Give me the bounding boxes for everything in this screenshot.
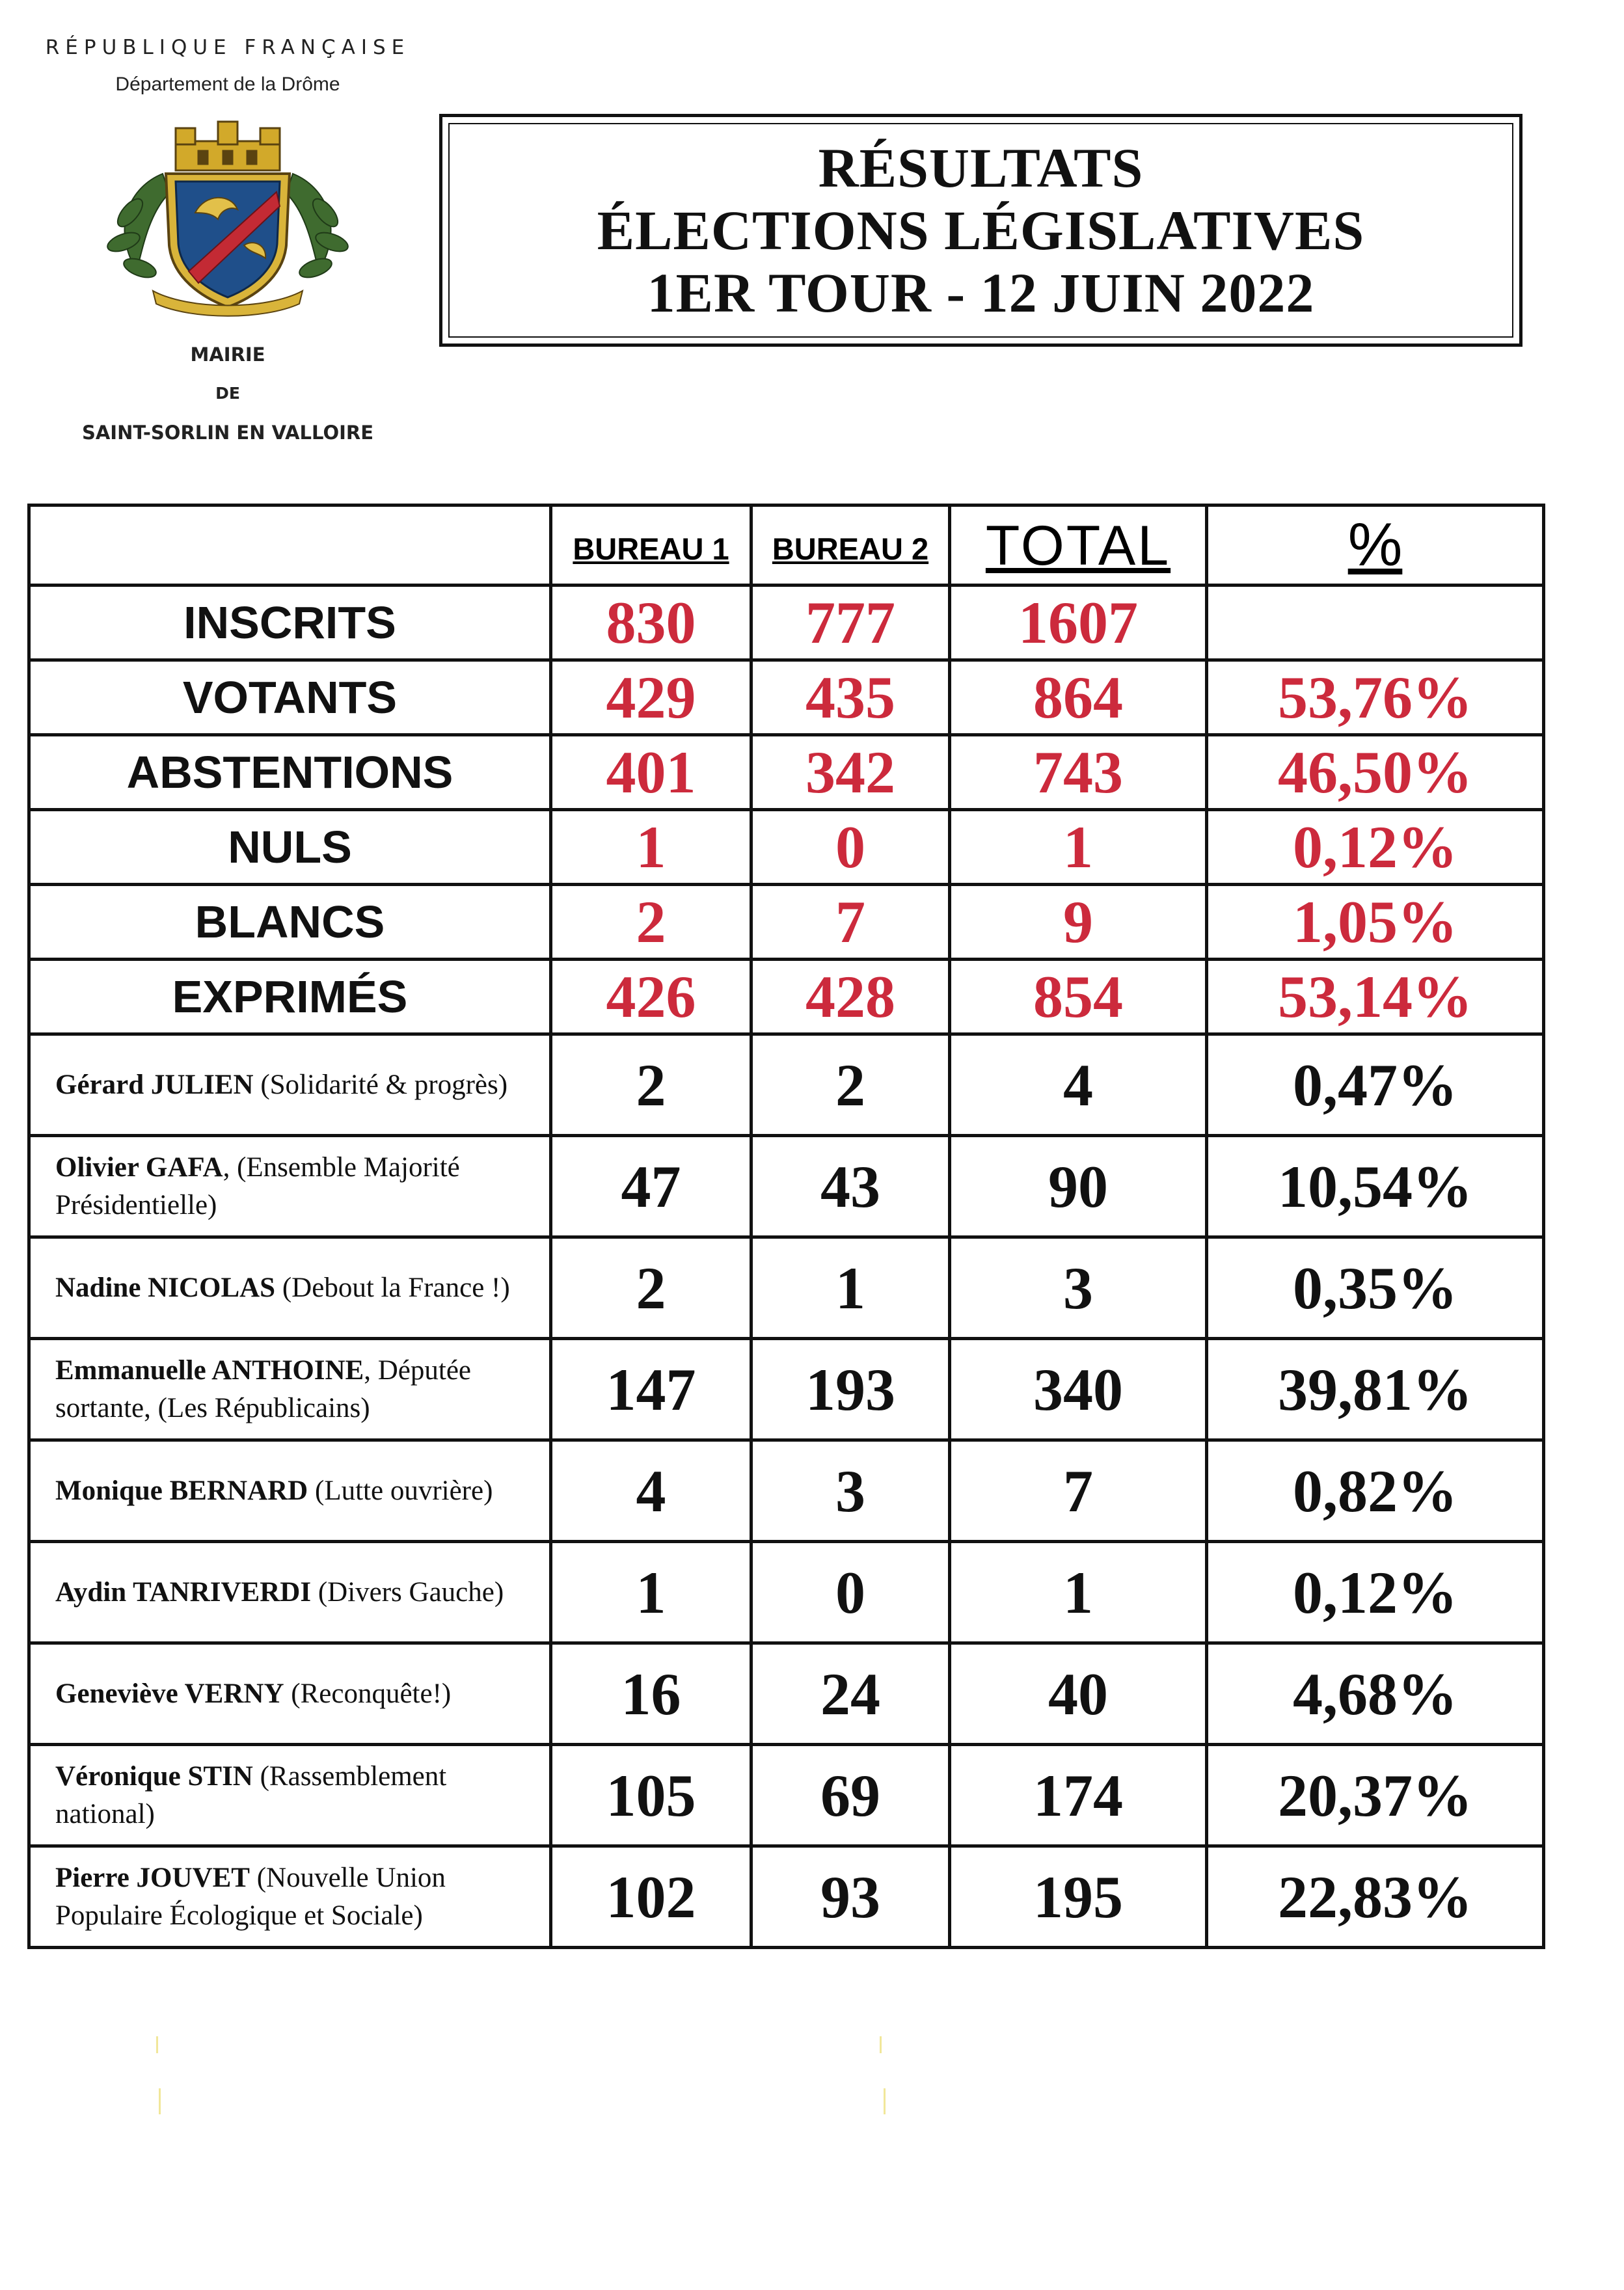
header-total: TOTAL xyxy=(950,505,1207,586)
candidate-row xyxy=(29,1846,1544,1948)
candidate-name: Emmanuelle ANTHOINE xyxy=(55,1354,364,1386)
candidate-affiliation: (Nouvelle Union Populaire Écologique et Sociale) xyxy=(55,1862,446,1931)
bureau1-cell xyxy=(551,1440,751,1542)
bureau2-cell xyxy=(751,1643,950,1745)
bureau1-cell xyxy=(551,1542,751,1643)
candidate-name-cell xyxy=(29,1136,551,1237)
candidate-name-cell xyxy=(29,1237,551,1339)
percent-cell xyxy=(1207,1440,1544,1542)
stat-label-cell-value: INSCRITS xyxy=(183,597,396,648)
bureau2-cell xyxy=(751,1034,950,1136)
total-cell-value: 854 xyxy=(1033,963,1123,1030)
total-cell xyxy=(950,586,1207,660)
percent-cell xyxy=(1207,586,1544,660)
candidate-row xyxy=(29,1440,1544,1542)
mairie-block xyxy=(26,335,429,452)
percent-cell-value: 1,05% xyxy=(1293,889,1457,955)
total-cell xyxy=(950,1136,1207,1237)
total-cell-value: 1607 xyxy=(1018,589,1138,656)
bureau2-cell-value: 435 xyxy=(805,664,895,731)
stat-label-cell xyxy=(29,586,551,660)
percent-cell-value: 22,83% xyxy=(1278,1863,1472,1930)
header-empty-cell xyxy=(29,505,551,586)
bureau2-cell xyxy=(751,810,950,885)
candidate-row xyxy=(29,1237,1544,1339)
mairie-line-3: SAINT-SORLIN EN VALLOIRE xyxy=(81,422,374,444)
percent-cell xyxy=(1207,885,1544,960)
candidate-name-cell xyxy=(29,1440,551,1542)
total-cell xyxy=(950,960,1207,1034)
candidate-name: Monique BERNARD xyxy=(55,1475,308,1506)
percent-cell xyxy=(1207,1643,1544,1745)
title-line-3: 1ER TOUR - 12 JUIN 2022 xyxy=(647,262,1315,324)
stat-row xyxy=(29,735,1544,810)
total-cell xyxy=(950,1542,1207,1643)
bureau2-cell xyxy=(751,586,950,660)
bureau1-cell xyxy=(551,1034,751,1136)
bureau2-cell xyxy=(751,1846,950,1948)
stat-label-cell-value: ABSTENTIONS xyxy=(126,747,453,798)
candidate-row xyxy=(29,1643,1544,1745)
bureau2-cell xyxy=(751,1136,950,1237)
header-percent: % xyxy=(1207,505,1544,586)
mairie-line-2: DE xyxy=(215,384,240,403)
candidate-name: Véronique STIN xyxy=(55,1760,253,1792)
bureau1-cell-value: 1 xyxy=(636,1559,666,1626)
total-cell-value: 7 xyxy=(1063,1457,1093,1524)
percent-cell xyxy=(1207,1542,1544,1643)
scan-mark xyxy=(884,2088,886,2114)
candidate-affiliation: , (Ensemble Majorité Présidentielle) xyxy=(55,1152,460,1220)
stat-row xyxy=(29,810,1544,885)
candidate-affiliation: (Solidarité & progrès) xyxy=(253,1069,508,1100)
mairie-line-1: MAIRIE xyxy=(190,344,265,366)
total-cell xyxy=(950,1745,1207,1846)
percent-cell-value: 0,12% xyxy=(1293,814,1457,880)
bureau2-cell-value: 1 xyxy=(835,1254,865,1321)
percent-cell-value: 39,81% xyxy=(1278,1356,1472,1423)
percent-cell xyxy=(1207,1034,1544,1136)
percent-cell-value: 46,50% xyxy=(1278,739,1472,805)
bureau2-cell-value: 93 xyxy=(820,1863,880,1930)
candidate-affiliation: (Lutte ouvrière) xyxy=(308,1475,493,1506)
stat-label-cell xyxy=(29,960,551,1034)
percent-cell-value: 53,14% xyxy=(1278,963,1472,1030)
percent-cell-value: 4,68% xyxy=(1293,1660,1457,1727)
results-table xyxy=(27,504,1545,1949)
stat-row xyxy=(29,586,1544,660)
total-cell-value: 1 xyxy=(1063,814,1093,880)
bureau1-cell xyxy=(551,1339,751,1440)
candidate-name: Olivier GAFA xyxy=(55,1152,223,1183)
total-cell-value: 174 xyxy=(1033,1762,1123,1829)
republique-label: RÉPUBLIQUE FRANÇAISE xyxy=(45,36,411,59)
bureau2-cell xyxy=(751,960,950,1034)
bureau1-cell-value: 1 xyxy=(636,814,666,880)
total-cell xyxy=(950,1643,1207,1745)
bureau1-cell xyxy=(551,735,751,810)
percent-cell-value: 0,35% xyxy=(1293,1254,1457,1321)
bureau1-cell-value: 426 xyxy=(606,963,696,1030)
candidate-name-cell xyxy=(29,1846,551,1948)
bureau2-cell-value: 2 xyxy=(835,1051,865,1118)
bureau2-cell xyxy=(751,1745,950,1846)
stat-label-cell-value: VOTANTS xyxy=(182,672,398,723)
bureau1-cell-value: 401 xyxy=(606,739,696,805)
stat-label-cell xyxy=(29,735,551,810)
candidate-name: Gérard JULIEN xyxy=(55,1069,254,1100)
candidate-name: Aydin TANRIVERDI xyxy=(55,1576,312,1608)
header-bureau1: BUREAU 1 xyxy=(551,505,751,586)
municipal-header xyxy=(26,36,429,452)
bureau2-cell xyxy=(751,1542,950,1643)
candidate-affiliation: (Divers Gauche) xyxy=(311,1576,504,1608)
bureau2-cell-value: 0 xyxy=(835,814,865,880)
percent-cell-value: 10,54% xyxy=(1278,1153,1472,1220)
header-bureau2: BUREAU 2 xyxy=(751,505,950,586)
candidate-name-cell xyxy=(29,1034,551,1136)
total-cell xyxy=(950,1237,1207,1339)
bureau1-cell-value: 2 xyxy=(636,1051,666,1118)
stat-label-cell-value: NULS xyxy=(228,822,352,872)
coat-of-arms-icon xyxy=(91,115,364,317)
total-cell xyxy=(950,735,1207,810)
stat-label-cell-value: EXPRIMÉS xyxy=(172,971,408,1022)
bureau1-cell xyxy=(551,1745,751,1846)
bureau1-cell xyxy=(551,586,751,660)
stat-label-cell xyxy=(29,810,551,885)
bureau2-cell-value: 0 xyxy=(835,1559,865,1626)
bureau2-cell-value: 342 xyxy=(805,739,895,805)
bureau2-cell-value: 43 xyxy=(820,1153,880,1220)
candidate-name-cell xyxy=(29,1643,551,1745)
candidate-name: Pierre JOUVET xyxy=(55,1862,250,1893)
bureau1-cell-value: 2 xyxy=(636,889,666,955)
bureau2-cell-value: 24 xyxy=(820,1660,880,1727)
percent-cell-value: 53,76% xyxy=(1278,664,1472,731)
total-cell xyxy=(950,885,1207,960)
candidate-name-cell xyxy=(29,1542,551,1643)
candidate-affiliation: , Députée sortante, (Les Républicains) xyxy=(55,1354,472,1423)
candidate-row xyxy=(29,1745,1544,1846)
percent-cell xyxy=(1207,1846,1544,1948)
percent-cell-value: 20,37% xyxy=(1278,1762,1472,1829)
bureau2-cell-value: 7 xyxy=(835,889,865,955)
candidate-name: Geneviève VERNY xyxy=(55,1678,284,1709)
total-cell-value: 40 xyxy=(1048,1660,1108,1727)
stat-label-cell-value: BLANCS xyxy=(195,896,385,947)
total-cell-value: 195 xyxy=(1033,1863,1123,1930)
percent-cell-value: 0,12% xyxy=(1293,1559,1457,1626)
bureau1-cell-value: 147 xyxy=(606,1356,696,1423)
stat-row xyxy=(29,660,1544,735)
bureau1-cell-value: 102 xyxy=(606,1863,696,1930)
bureau2-cell-value: 193 xyxy=(805,1356,895,1423)
bureau1-cell xyxy=(551,960,751,1034)
candidate-row xyxy=(29,1034,1544,1136)
bureau2-cell xyxy=(751,1440,950,1542)
total-cell xyxy=(950,660,1207,735)
stat-row xyxy=(29,885,1544,960)
total-cell xyxy=(950,1846,1207,1948)
total-cell-value: 864 xyxy=(1033,664,1123,731)
bureau1-cell xyxy=(551,1237,751,1339)
candidate-row xyxy=(29,1136,1544,1237)
bureau1-cell xyxy=(551,1643,751,1745)
bureau1-cell xyxy=(551,1136,751,1237)
stat-row xyxy=(29,960,1544,1034)
bureau1-cell-value: 47 xyxy=(621,1153,681,1220)
percent-cell-value: 0,47% xyxy=(1293,1051,1457,1118)
candidate-name: Nadine NICOLAS xyxy=(55,1272,276,1303)
percent-cell-value: 0,82% xyxy=(1293,1457,1457,1524)
total-cell xyxy=(950,810,1207,885)
total-cell-value: 9 xyxy=(1063,889,1093,955)
bureau1-cell xyxy=(551,885,751,960)
bureau2-cell-value: 428 xyxy=(805,963,895,1030)
percent-cell xyxy=(1207,1339,1544,1440)
bureau2-cell xyxy=(751,1339,950,1440)
header-row xyxy=(29,505,1544,586)
total-cell-value: 340 xyxy=(1033,1356,1123,1423)
scan-mark xyxy=(880,2036,882,2053)
departement-label: Département de la Drôme xyxy=(115,74,340,95)
bureau1-cell xyxy=(551,810,751,885)
bureau2-cell-value: 777 xyxy=(805,589,895,656)
candidate-row xyxy=(29,1339,1544,1440)
scan-mark xyxy=(156,2036,158,2053)
title-line-1: RÉSULTATS xyxy=(818,137,1144,199)
total-cell-value: 1 xyxy=(1063,1559,1093,1626)
bureau1-cell-value: 4 xyxy=(636,1457,666,1524)
stat-label-cell xyxy=(29,885,551,960)
bureau1-cell-value: 2 xyxy=(636,1254,666,1321)
candidate-affiliation: (Rassemblement national) xyxy=(55,1760,447,1829)
bureau1-cell-value: 16 xyxy=(621,1660,681,1727)
percent-cell xyxy=(1207,1745,1544,1846)
bureau2-cell xyxy=(751,735,950,810)
bureau1-cell xyxy=(551,660,751,735)
total-cell-value: 90 xyxy=(1048,1153,1108,1220)
bureau1-cell-value: 830 xyxy=(606,589,696,656)
bureau1-cell-value: 105 xyxy=(606,1762,696,1829)
stat-label-cell xyxy=(29,660,551,735)
bureau2-cell-value: 69 xyxy=(820,1762,880,1829)
title-line-2: ÉLECTIONS LÉGISLATIVES xyxy=(597,199,1365,262)
total-cell xyxy=(950,1440,1207,1542)
total-cell xyxy=(950,1339,1207,1440)
candidate-row xyxy=(29,1542,1544,1643)
percent-cell xyxy=(1207,1237,1544,1339)
candidate-affiliation: (Reconquête!) xyxy=(284,1678,452,1709)
total-cell-value: 4 xyxy=(1063,1051,1093,1118)
total-cell xyxy=(950,1034,1207,1136)
candidate-affiliation: (Debout la France !) xyxy=(275,1272,510,1303)
bureau2-cell xyxy=(751,885,950,960)
bureau1-cell-value: 429 xyxy=(606,664,696,731)
total-cell-value: 3 xyxy=(1063,1254,1093,1321)
percent-cell xyxy=(1207,810,1544,885)
scan-mark xyxy=(159,2088,161,2114)
bureau2-cell-value: 3 xyxy=(835,1457,865,1524)
bureau2-cell xyxy=(751,660,950,735)
candidate-name-cell xyxy=(29,1745,551,1846)
percent-cell xyxy=(1207,1136,1544,1237)
bureau2-cell xyxy=(751,1237,950,1339)
percent-cell xyxy=(1207,960,1544,1034)
percent-cell xyxy=(1207,660,1544,735)
title-box xyxy=(439,114,1522,347)
bureau1-cell xyxy=(551,1846,751,1948)
total-cell-value: 743 xyxy=(1033,739,1123,805)
candidate-name-cell xyxy=(29,1339,551,1440)
percent-cell xyxy=(1207,735,1544,810)
